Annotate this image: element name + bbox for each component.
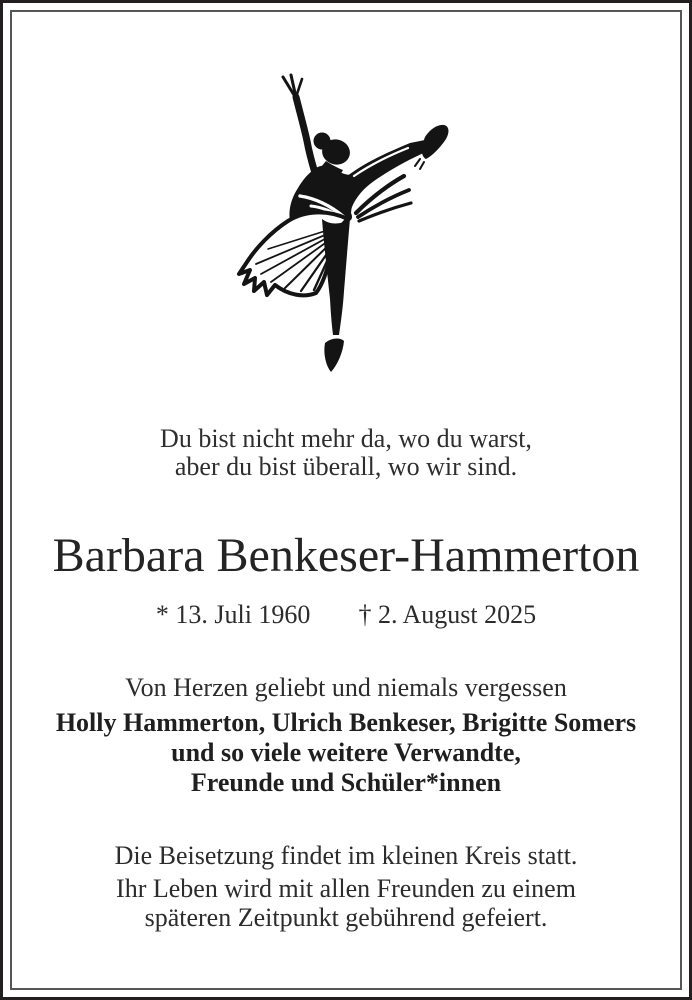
quote-line-1: Du bist nicht mehr da, wo du warst, bbox=[160, 424, 532, 453]
mourners-line-2: und so viele weitere Verwandte, bbox=[171, 738, 521, 767]
funeral-info: Die Beisetzung findet im kleinen Kreis statt. bbox=[114, 841, 578, 870]
death-date: † 2. August 2025 bbox=[358, 600, 537, 629]
memorial-quote bbox=[12, 425, 680, 481]
ballerina-arm bbox=[283, 75, 315, 173]
celebration-info bbox=[12, 874, 680, 932]
mourners-line-3: Freunde und Schüler*innen bbox=[190, 768, 502, 797]
ballerina-silhouette-icon bbox=[226, 69, 466, 389]
quote-line-2: aber du bist überall, wo wir sind. bbox=[174, 452, 518, 481]
life-dates bbox=[12, 600, 680, 630]
ballerina-foot-shoe bbox=[324, 339, 344, 372]
ballerina-pointe-shoe bbox=[422, 125, 449, 159]
ballerina-raised-leg bbox=[341, 140, 428, 219]
birth-date: * 13. Juli 1960 bbox=[155, 600, 311, 629]
celebration-line-1: Ihr Leben wird mit allen Freunden zu einem bbox=[116, 874, 576, 903]
mourners-list bbox=[12, 708, 680, 798]
deceased-name: Barbara Benkeser-Hammerton bbox=[52, 529, 640, 582]
mourners-line-1: Holly Hammerton, Ulrich Benkeser, Brigitte Somers bbox=[55, 708, 637, 737]
celebration-line-2: späteren Zeitpunkt gebührend gefeiert. bbox=[144, 903, 548, 932]
tribute-line: Von Herzen geliebt und niemals vergessen bbox=[125, 673, 567, 702]
notice-frame bbox=[10, 10, 682, 990]
